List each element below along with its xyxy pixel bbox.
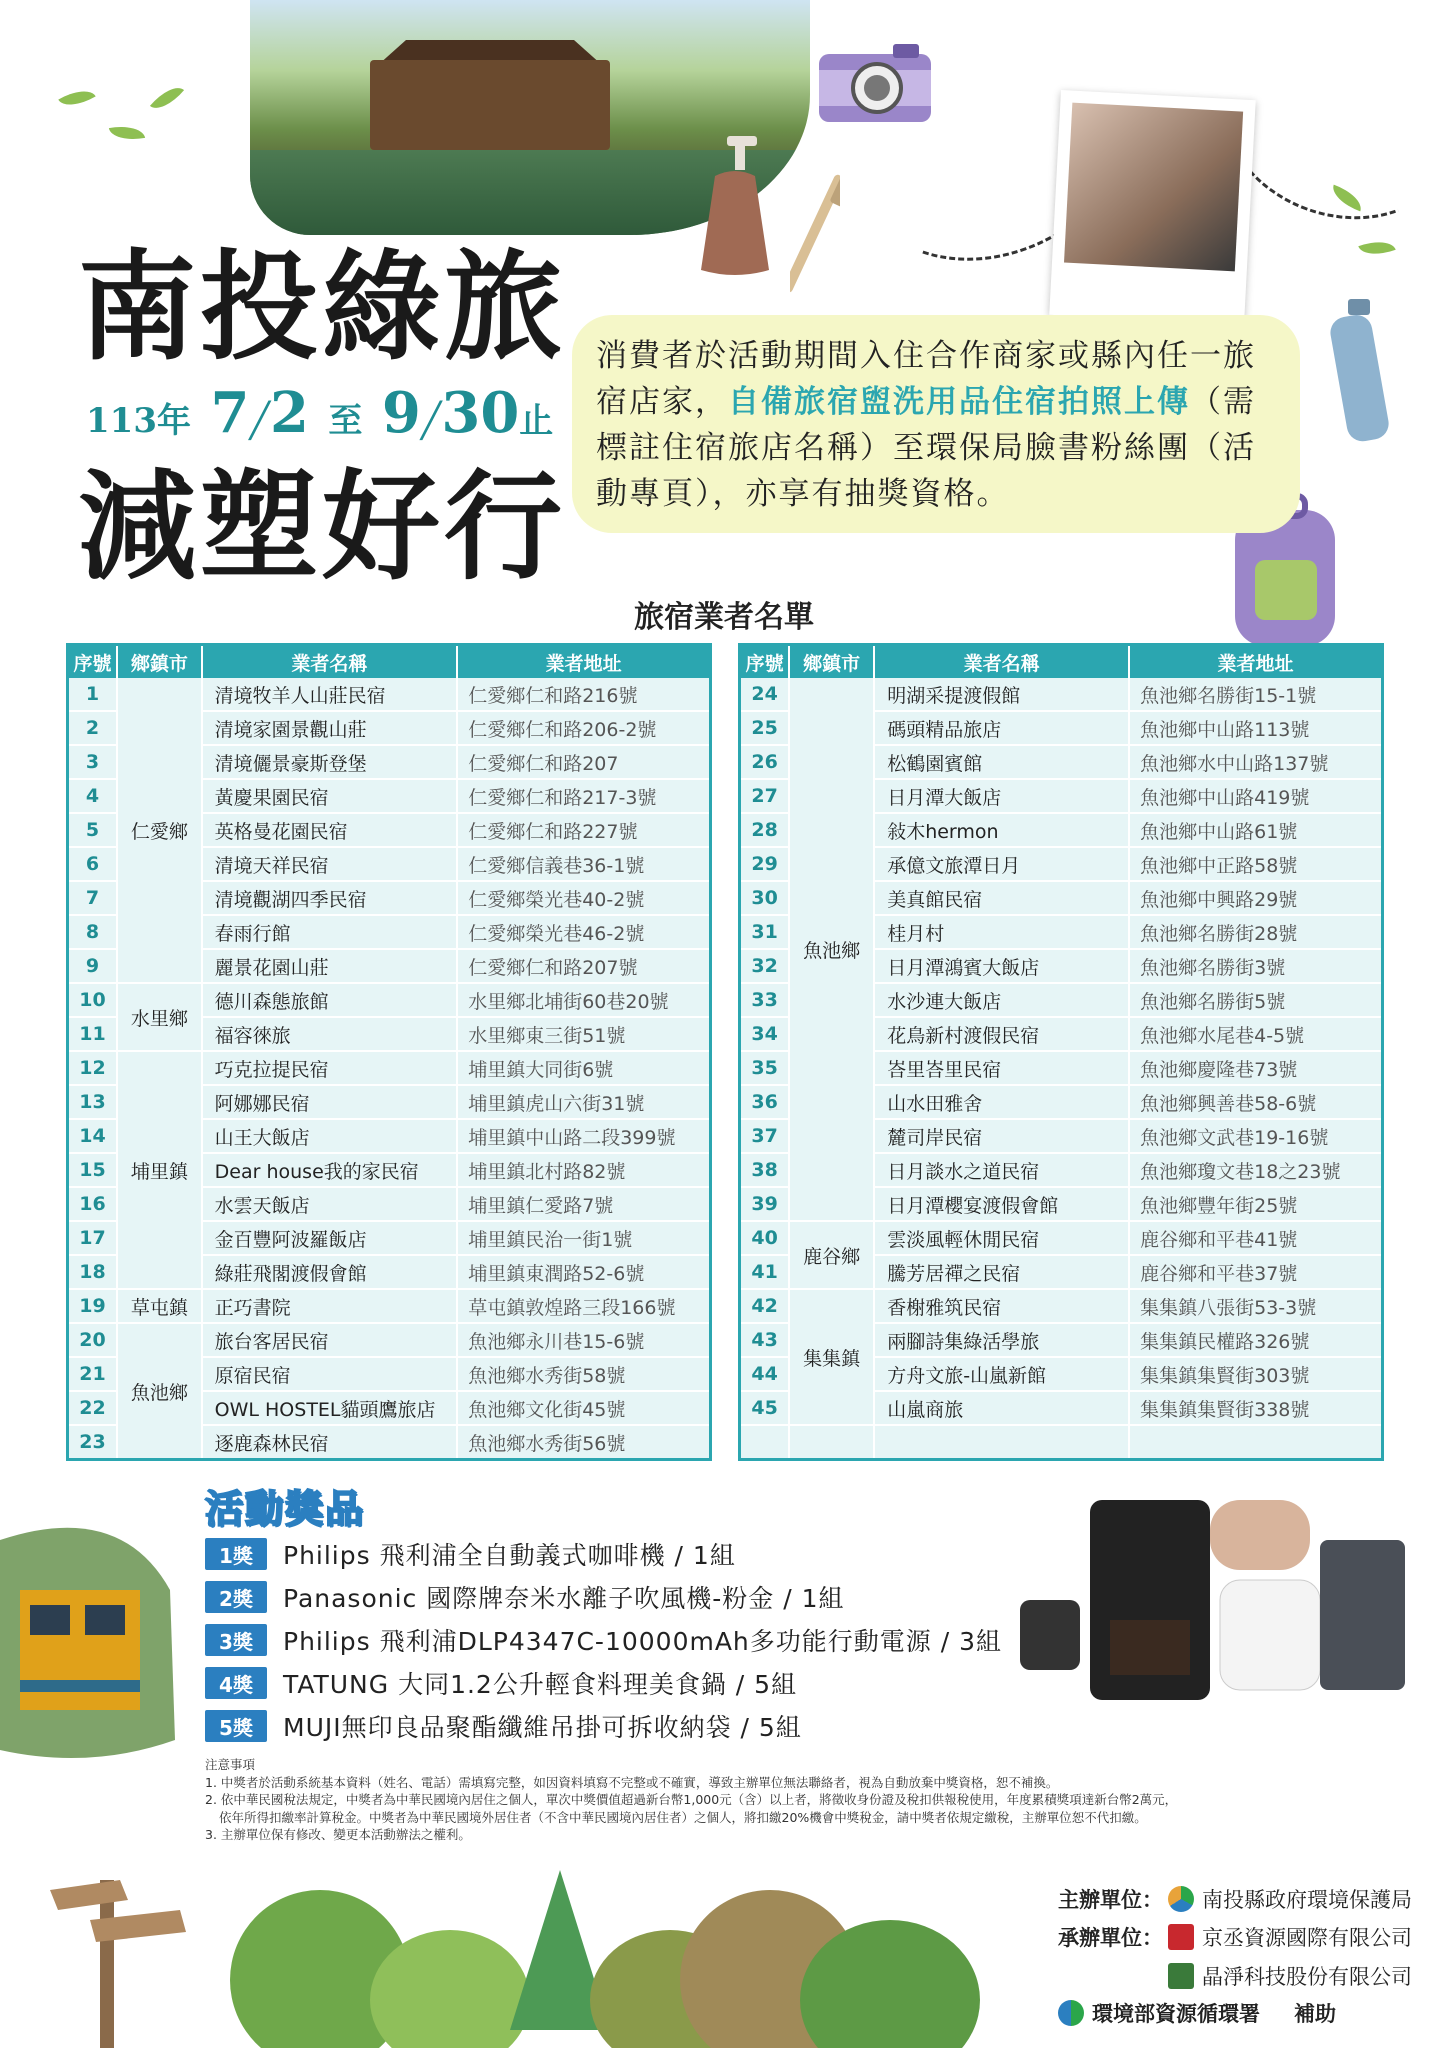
prize-text: Panasonic 國際牌奈米水離子吹風機-粉金 / 1組 [283,1584,845,1613]
row-number [740,1425,790,1460]
row-address: 埔里鎮大同街6號 [457,1051,710,1085]
sponsor [1058,1998,1336,2028]
row-address: 魚池鄉文武巷19-16號 [1129,1119,1382,1153]
row-number: 12 [68,1051,118,1085]
row-town: 集集鎮 [789,1289,874,1425]
water-bottle-icon [1330,295,1390,445]
row-address: 魚池鄉名勝街3號 [1129,949,1382,983]
row-business-name: 花鳥新村渡假民宿 [874,1017,1129,1051]
leaf-decoration [1358,235,1395,262]
row-number: 1 [68,678,118,711]
row-number: 30 [740,881,790,915]
row-number: 42 [740,1289,790,1323]
row-business-name: 阿娜娜民宿 [202,1085,458,1119]
prize-row [205,1709,802,1743]
row-number: 26 [740,745,790,779]
row-address: 魚池鄉中山路113號 [1129,711,1382,745]
row-address: 仁愛鄉仁和路227號 [457,813,710,847]
co-name-2: 晶淨科技股份有限公司 [1202,1965,1412,1989]
row-business-name: 清境家園景觀山莊 [202,711,458,745]
header-address: 業者地址 [1129,645,1382,679]
row-number: 22 [68,1391,118,1425]
row-town [789,1425,874,1460]
row-town: 鹿谷鄉 [789,1221,874,1289]
table-row [68,1051,711,1085]
train-photo [0,1500,180,1760]
co-label: 承辦單位： [1058,1926,1163,1950]
row-business-name: 兩腳詩集綠活學旅 [874,1323,1129,1357]
row-number: 29 [740,847,790,881]
prize-badge: 4獎 [205,1667,267,1699]
header-name: 業者名稱 [202,645,458,679]
row-business-name: 巧克拉提民宿 [202,1051,458,1085]
leaf-decoration [150,80,184,116]
row-business-name: 清境觀湖四季民宿 [202,881,458,915]
row-address: 魚池鄉中山路61號 [1129,813,1382,847]
row-town: 魚池鄉 [117,1323,202,1460]
row-number: 35 [740,1051,790,1085]
co-name-1: 京丞資源國際有限公司 [1202,1926,1412,1950]
co-organizer [1058,1922,1412,1952]
main-title-line2: 減塑好行 [78,457,567,596]
row-business-name [874,1425,1129,1460]
prize-text: TATUNG 大同1.2公升輕食料理美食鍋 / 5組 [283,1670,798,1699]
row-address: 仁愛鄉仁和路207 [457,745,710,779]
row-number: 14 [68,1119,118,1153]
row-business-name: 水雲天飯店 [202,1187,458,1221]
row-address: 集集鎮八張街53-3號 [1129,1289,1382,1323]
row-address: 水里鄉北埔街60巷20號 [457,983,710,1017]
row-number: 44 [740,1357,790,1391]
row-number: 20 [68,1323,118,1357]
date-start-month: 7 [210,380,250,446]
row-number: 3 [68,745,118,779]
prize-text: Philips 飛利浦DLP4347C-10000mAh多功能行動電源 / 3組 [283,1627,1003,1656]
prize-text: Philips 飛利浦全自動義式咖啡機 / 1組 [283,1541,736,1570]
prizes-title: 活動獎品 [205,1487,366,1531]
signpost-illustration [30,1860,190,2048]
date-start-day: 2 [269,380,309,446]
row-number: 31 [740,915,790,949]
prize-badge: 3獎 [205,1624,267,1656]
table-row [740,678,1383,711]
note-item: 2. 依中華民國稅法規定，中獎者為中華民國境內居住之個人，單次中獎價值超過新台幣1,000元（含）以上者，將徵收身份證及稅扣供報稅使用，年度累積獎項達新台幣2萬元， [205,1792,1178,1807]
row-address: 集集鎮集賢街338號 [1129,1391,1382,1425]
date-stop: 止 [519,401,554,441]
table-row [740,1221,1383,1255]
row-number: 15 [68,1153,118,1187]
row-address [1129,1425,1382,1460]
row-town: 仁愛鄉 [117,678,202,983]
row-address: 埔里鎮虎山六街31號 [457,1085,710,1119]
jingcheng-logo-icon [1168,1924,1194,1950]
camera-icon [815,40,935,125]
row-address: 魚池鄉名勝街28號 [1129,915,1382,949]
event-date: 113年 7╱2 至 9╱30止 [86,380,554,446]
host-organizer [1058,1884,1412,1914]
date-to: 至 [328,401,363,441]
row-number: 9 [68,949,118,983]
soap-bottle-icon [695,130,775,280]
row-address: 魚池鄉中興路29號 [1129,881,1382,915]
row-business-name: 清境儷景豪斯登堡 [202,745,458,779]
row-business-name: 香榭雅筑民宿 [874,1289,1129,1323]
row-business-name: 山王大飯店 [202,1119,458,1153]
prize-row [205,1580,844,1614]
row-business-name: Dear house我的家民宿 [202,1153,458,1187]
row-address: 鹿谷鄉和平巷41號 [1129,1221,1382,1255]
table-row [740,1425,1383,1460]
moenv-logo-icon [1058,2000,1084,2026]
row-address: 集集鎮集賢街303號 [1129,1357,1382,1391]
row-number: 41 [740,1255,790,1289]
row-address: 仁愛鄉仁和路206-2號 [457,711,710,745]
row-number: 7 [68,881,118,915]
row-business-name: 麓司岸民宿 [874,1119,1129,1153]
row-business-name: 原宿民宿 [202,1357,458,1391]
row-town: 魚池鄉 [789,678,874,1221]
notes-heading: 注意事項 [205,1757,256,1772]
table-row [68,1323,711,1357]
row-number: 38 [740,1153,790,1187]
table-row [68,983,711,1017]
row-address: 魚池鄉興善巷58-6號 [1129,1085,1382,1119]
row-address: 魚池鄉水中山路137號 [1129,745,1382,779]
row-business-name: 金百豐阿波羅飯店 [202,1221,458,1255]
row-address: 草屯鎮敦煌路三段166號 [457,1289,710,1323]
row-number: 5 [68,813,118,847]
prize-text: MUJI無印良品聚酯纖維吊掛可拆收納袋 / 5組 [283,1713,802,1742]
row-number: 23 [68,1425,118,1460]
row-address: 魚池鄉名勝街15-1號 [1129,678,1382,711]
row-address: 魚池鄉豐年街25號 [1129,1187,1382,1221]
co-organizer-2 [1168,1961,1412,1991]
lodging-list-title: 旅宿業者名單 [634,600,814,635]
row-address: 魚池鄉水尾巷4-5號 [1129,1017,1382,1051]
row-business-name: 松鶴園賓館 [874,745,1129,779]
row-business-name: 騰芳居禪之民宿 [874,1255,1129,1289]
row-town: 水里鄉 [117,983,202,1051]
row-number: 24 [740,678,790,711]
table-row [68,678,711,711]
row-address: 魚池鄉永川巷15-6號 [457,1323,710,1357]
row-business-name: 美真館民宿 [874,881,1129,915]
row-business-name: 日月潭櫻宴渡假會館 [874,1187,1129,1221]
host-name: 南投縣政府環境保護局 [1202,1888,1412,1912]
row-business-name: 水沙連大飯店 [874,983,1129,1017]
row-number: 25 [740,711,790,745]
row-number: 10 [68,983,118,1017]
row-address: 埔里鎮東潤路52-6號 [457,1255,710,1289]
prize-row [205,1666,797,1700]
row-number: 40 [740,1221,790,1255]
row-number: 13 [68,1085,118,1119]
row-business-name: 山嵐商旅 [874,1391,1129,1425]
sponsor-suffix: 補助 [1294,2002,1336,2026]
note-item: 3. 主辦單位保有修改、變更本活動辦法之權利。 [205,1827,471,1842]
row-business-name: 英格曼花園民宿 [202,813,458,847]
row-number: 34 [740,1017,790,1051]
header-town: 鄉鎮市 [789,645,874,679]
row-business-name: 敍木hermon [874,813,1129,847]
row-number: 28 [740,813,790,847]
row-number: 39 [740,1187,790,1221]
row-address: 埔里鎮仁愛路7號 [457,1187,710,1221]
row-business-name: 黃慶果園民宿 [202,779,458,813]
row-address: 仁愛鄉信義巷36-1號 [457,847,710,881]
row-business-name: 峇里峇里民宿 [874,1051,1129,1085]
prize-badge: 1獎 [205,1538,267,1570]
row-address: 集集鎮民權路326號 [1129,1323,1382,1357]
row-business-name: 日月談水之道民宿 [874,1153,1129,1187]
row-business-name: 桂月村 [874,915,1129,949]
row-business-name: 日月潭大飯店 [874,779,1129,813]
date-end-day: 30 [441,380,520,446]
row-address: 埔里鎮中山路二段399號 [457,1119,710,1153]
table-row [740,1289,1383,1323]
prize-row [205,1537,736,1571]
intro-part1: 消費者於活動期間入住合作商家或縣內任一旅宿店家， [596,338,1256,420]
row-address: 魚池鄉中山路419號 [1129,779,1382,813]
intro-text [596,333,1286,517]
row-number: 4 [68,779,118,813]
row-business-name: 山水田雅舍 [874,1085,1129,1119]
row-town: 草屯鎮 [117,1289,202,1323]
row-address: 魚池鄉中正路58號 [1129,847,1382,881]
prize-badge: 2獎 [205,1581,267,1613]
row-business-name: 明湖采提渡假館 [874,678,1129,711]
row-address: 魚池鄉慶隆巷73號 [1129,1051,1382,1085]
row-business-name: 福容徠旅 [202,1017,458,1051]
row-number: 6 [68,847,118,881]
intro-part2: （需標註住宿旅店名稱）至環保局臉書粉絲團（活動專頁），亦享有抽獎資格。 [596,384,1256,512]
row-business-name: 綠莊飛閣渡假會館 [202,1255,458,1289]
row-address: 仁愛鄉仁和路217-3號 [457,779,710,813]
row-number: 16 [68,1187,118,1221]
row-number: 18 [68,1255,118,1289]
note-item: 1. 中獎者於活動系統基本資料（姓名、電話）需填寫完整，如因資料填寫不完整或不確實，導致主辦單位無法聯絡者，視為自動放棄中獎資格，恕不補換。 [205,1774,1059,1790]
row-number: 32 [740,949,790,983]
row-business-name: 日月潭鴻賓大飯店 [874,949,1129,983]
header-no: 序號 [740,645,790,679]
row-business-name: 麗景花園山莊 [202,949,458,983]
prize-badge: 5獎 [205,1710,267,1742]
table-row [68,1289,711,1323]
row-business-name: 旅台客居民宿 [202,1323,458,1357]
row-town: 埔里鎮 [117,1051,202,1289]
header-address: 業者地址 [457,645,710,679]
lodging-table-right [738,643,1384,1461]
intro-highlight: 自備旅宿盥洗用品住宿拍照上傳 [728,384,1190,420]
row-address: 魚池鄉水秀街58號 [457,1357,710,1391]
row-business-name: 逐鹿森林民宿 [202,1425,458,1460]
row-number: 11 [68,1017,118,1051]
notes-section [205,1756,1420,1844]
row-number: 2 [68,711,118,745]
header-no: 序號 [68,645,118,679]
date-year: 113年 [86,401,191,441]
row-number: 17 [68,1221,118,1255]
row-address: 魚池鄉名勝街5號 [1129,983,1382,1017]
header-town: 鄉鎮市 [117,645,202,679]
trees-illustration [230,1830,990,2048]
row-business-name: 德川森態旅館 [202,983,458,1017]
row-address: 仁愛鄉榮光巷40-2號 [457,881,710,915]
row-address: 埔里鎮民治一街1號 [457,1221,710,1255]
note-item: 依年所得扣繳率計算稅金。中獎者為中華民國境外居住者（不含中華民國境內居住者）之個人，將扣繳20%機會中獎稅金，請中獎者依規定繳稅，主辦單位恕不代扣繳。 [219,1809,1147,1825]
main-title-line1: 南投綠旅 [78,237,567,376]
row-address: 埔里鎮北村路82號 [457,1153,710,1187]
lodging-table-left [66,643,712,1461]
row-address: 水里鄉東三街51號 [457,1017,710,1051]
prize-products-image [1020,1490,1410,1720]
prize-row [205,1623,1002,1657]
row-address: 鹿谷鄉和平巷37號 [1129,1255,1382,1289]
date-end-month: 9 [381,380,421,446]
row-number: 21 [68,1357,118,1391]
host-label: 主辦單位： [1058,1888,1163,1912]
header-name: 業者名稱 [874,645,1129,679]
row-number: 43 [740,1323,790,1357]
toothbrush-icon [790,160,840,300]
row-number: 45 [740,1391,790,1425]
jingjing-logo-icon [1168,1963,1194,1989]
row-business-name: OWL HOSTEL貓頭鷹旅店 [202,1391,458,1425]
row-address: 魚池鄉水秀街56號 [457,1425,710,1460]
row-business-name: 碼頭精品旅店 [874,711,1129,745]
row-business-name: 春雨行館 [202,915,458,949]
row-number: 37 [740,1119,790,1153]
leaf-decoration [109,122,145,144]
row-business-name: 清境牧羊人山莊民宿 [202,678,458,711]
row-business-name: 方舟文旅-山嵐新館 [874,1357,1129,1391]
row-address: 魚池鄉文化街45號 [457,1391,710,1425]
leaf-decoration [58,83,95,114]
row-business-name: 承億文旅潭日月 [874,847,1129,881]
row-number: 8 [68,915,118,949]
row-business-name: 正巧書院 [202,1289,458,1323]
row-business-name: 清境天祥民宿 [202,847,458,881]
row-address: 魚池鄉瓊文巷18之23號 [1129,1153,1382,1187]
selfie-photo [1049,90,1256,325]
row-number: 36 [740,1085,790,1119]
row-number: 27 [740,779,790,813]
row-address: 仁愛鄉仁和路216號 [457,678,710,711]
row-address: 仁愛鄉榮光巷46-2號 [457,915,710,949]
intro-bubble [572,315,1300,533]
row-number: 33 [740,983,790,1017]
epb-logo-icon [1168,1886,1194,1912]
row-address: 仁愛鄉仁和路207號 [457,949,710,983]
sponsor-name: 環境部資源循環署 [1092,2002,1260,2026]
row-number: 19 [68,1289,118,1323]
row-business-name: 雲淡風輕休閒民宿 [874,1221,1129,1255]
